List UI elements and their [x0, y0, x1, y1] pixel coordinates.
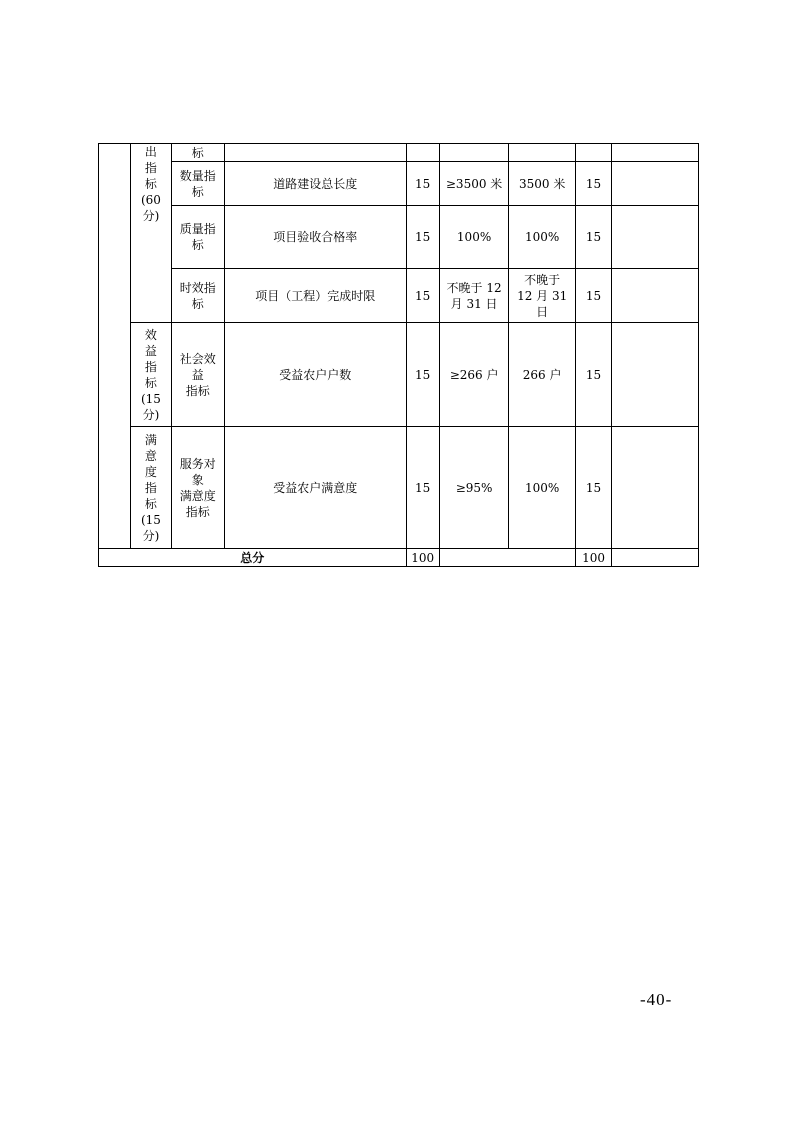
item-cell	[225, 427, 407, 549]
actual-cell	[509, 323, 576, 427]
item-label: 受益农户户数	[279, 367, 352, 382]
indicator-label: 质量指 标	[179, 222, 216, 252]
total-score-value: 100	[582, 550, 606, 565]
table-row	[99, 269, 699, 323]
table-row-continuation	[99, 144, 699, 162]
weight-value: 15	[415, 480, 431, 495]
indicator-label: 时效指 标	[179, 280, 216, 311]
total-note-cell	[612, 549, 699, 567]
weight-cell	[406, 206, 439, 269]
indicator-label: 社会效 益 指标	[179, 351, 216, 398]
note-cell	[612, 206, 699, 269]
table-row	[99, 162, 699, 206]
total-weight-cell	[406, 549, 439, 567]
item-label: 道路建设总长度	[273, 176, 358, 191]
score-cell	[575, 323, 611, 427]
weight-value: 15	[415, 367, 431, 382]
score-value: 15	[585, 288, 602, 303]
weight-cell	[406, 269, 439, 323]
output-category-label: 出 指 标 (60 分)	[140, 145, 161, 223]
item-label: 项目（工程）完成时限	[255, 288, 376, 303]
note-cell	[612, 269, 699, 323]
actual-cell	[509, 162, 576, 206]
weight-cell	[406, 323, 439, 427]
weight-cell	[406, 162, 439, 206]
actual-value: 100%	[524, 480, 560, 495]
score-value: 15	[585, 230, 602, 244]
actual-cell	[509, 427, 576, 549]
table-row	[99, 206, 699, 269]
target-value: 100%	[456, 230, 492, 244]
note-cell-continued	[612, 144, 699, 162]
weight-value: 15	[415, 230, 431, 244]
score-cell	[575, 206, 611, 269]
page-number: -40-	[640, 990, 673, 1009]
target-value: ≥266 户	[449, 367, 499, 382]
indicator-label-continued: 标	[191, 145, 204, 160]
indicator-cell	[171, 162, 224, 206]
target-cell	[439, 206, 509, 269]
item-cell	[225, 162, 407, 206]
total-empty-cell	[439, 549, 575, 567]
weight-cell-continued	[406, 144, 439, 162]
score-cell-continued	[575, 144, 611, 162]
note-cell	[612, 162, 699, 206]
target-cell	[439, 427, 509, 549]
item-label: 受益农户满意度	[273, 480, 358, 495]
total-label: 总分	[240, 550, 265, 565]
indicator-cell	[171, 206, 224, 269]
weight-cell	[406, 427, 439, 549]
item-cell	[225, 206, 407, 269]
note-cell	[612, 323, 699, 427]
score-value: 15	[585, 480, 602, 495]
item-cell	[225, 323, 407, 427]
target-cell	[439, 162, 509, 206]
outer-category-cell	[99, 144, 131, 549]
satisfaction-category-cell	[131, 427, 171, 549]
target-cell-continued	[439, 144, 509, 162]
score-cell	[575, 162, 611, 206]
indicator-cell-continued	[171, 144, 224, 162]
target-value: 不晚于 12 月 31 日	[446, 280, 502, 311]
indicator-label: 数量指 标	[179, 168, 216, 199]
actual-value: 100%	[524, 230, 560, 244]
indicator-cell	[171, 269, 224, 323]
note-cell	[612, 427, 699, 549]
score-cell	[575, 269, 611, 323]
actual-value: 266 户	[522, 367, 562, 382]
score-cell	[575, 427, 611, 549]
weight-value: 15	[415, 288, 431, 303]
indicator-cell	[171, 427, 224, 549]
weight-value: 15	[415, 176, 431, 191]
satisfaction-category-label: 满 意 度 指 标 (15 分)	[140, 432, 161, 543]
table-row-total	[99, 549, 699, 567]
output-category-cell	[131, 144, 171, 323]
actual-cell	[509, 206, 576, 269]
table-row-satisfaction	[99, 427, 699, 549]
benefit-category-cell	[131, 323, 171, 427]
score-value: 15	[585, 176, 602, 191]
actual-value: 不晚于 12 月 31 日	[517, 272, 568, 319]
item-label: 项目验收合格率	[273, 230, 358, 244]
indicator-label: 服务对 象 满意度 指标	[179, 456, 216, 519]
score-value: 15	[585, 367, 602, 382]
performance-table	[98, 143, 699, 567]
benefit-category-label: 效 益 指 标 (15 分)	[140, 327, 161, 422]
total-weight-value: 100	[411, 550, 435, 565]
actual-cell	[509, 269, 576, 323]
total-label-cell	[99, 549, 407, 567]
target-cell	[439, 269, 509, 323]
item-cell	[225, 269, 407, 323]
table-row-benefit	[99, 323, 699, 427]
indicator-cell	[171, 323, 224, 427]
target-value: ≥95%	[455, 480, 493, 495]
target-value: ≥3500 米	[445, 176, 503, 191]
actual-value: 3500 米	[518, 176, 566, 191]
item-cell-continued	[225, 144, 407, 162]
total-score-cell	[575, 549, 611, 567]
actual-cell-continued	[509, 144, 576, 162]
target-cell	[439, 323, 509, 427]
